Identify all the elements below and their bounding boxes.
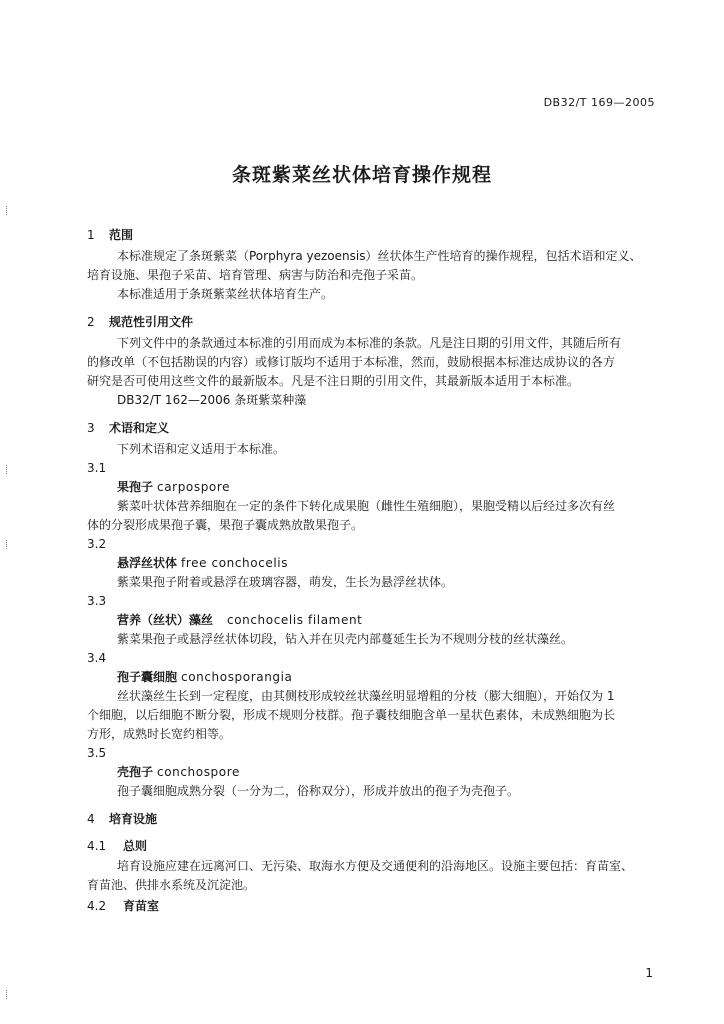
term-number: 3.4: [87, 651, 107, 665]
paragraph-line: 育苗池、供排水系统及沉淀池。: [87, 878, 256, 892]
term-zh: 悬浮丝状体: [117, 556, 178, 570]
term-en: conchospore: [157, 765, 240, 779]
term-zh: 壳孢子: [117, 765, 154, 779]
term-en: conchosporangia: [181, 670, 293, 684]
term-zh: 孢子囊细胞: [117, 670, 178, 684]
document-body: [87, 217, 662, 917]
paragraph-line: 本标准适用于条斑紫菜丝状体培育生产。: [117, 287, 334, 301]
subsection-number: 4.1: [87, 839, 107, 853]
standard-code: DB32/T 169—2005: [543, 96, 655, 109]
definition-line: 紫菜果孢子附着或悬浮在玻璃容器，萌发，生长为悬浮丝状体。: [117, 575, 454, 589]
section-title: 术语和定义: [109, 421, 170, 435]
scan-margin-mark: [6, 990, 8, 999]
reference-entry: DB32/T 162—2006 条斑紫菜种藻: [117, 393, 307, 407]
term-zh: 果孢子: [117, 480, 154, 494]
definition-line: 体的分裂形成果孢子囊，果孢子囊成熟放散果孢子。: [87, 518, 364, 532]
section-title: 规范性引用文件: [109, 315, 194, 329]
definition-line: 孢子囊细胞成熟分裂（一分为二，俗称双分），形成并放出的孢子为壳孢子。: [117, 784, 520, 798]
term-name: [87, 554, 662, 573]
paragraph-line: 下列术语和定义适用于本标准。: [117, 442, 286, 456]
term-en: conchocelis filament: [227, 613, 363, 627]
term-number: 3.5: [87, 746, 107, 760]
subsection-title: 总则: [123, 839, 148, 853]
term-name: [87, 611, 662, 630]
term-en: carpospore: [157, 480, 231, 494]
scan-margin-mark: [6, 206, 8, 215]
definition-line: 方形，成熟时长宽约相等。: [87, 727, 232, 741]
section-number: 2: [87, 315, 95, 329]
page-number: 1: [645, 966, 653, 980]
scan-margin-mark: [6, 465, 8, 474]
section-heading: [87, 310, 662, 334]
section-number: 1: [87, 228, 95, 242]
term-name: [87, 763, 662, 782]
subsection-title: 育苗室: [123, 899, 160, 913]
paragraph-line: 本标准规定了条斑紫菜（Porphyra yezoensis）丝状体生产性培育的操作规程，包括术语和定义、: [117, 249, 642, 263]
subsection-heading: [87, 835, 662, 857]
term-name: [87, 668, 662, 687]
section-heading: [87, 223, 662, 247]
paragraph-line: 培育设施、果孢子采苗、培育管理、病害与防治和壳孢子采苗。: [87, 268, 424, 282]
paragraph-line: 培育设施应建在远离河口、无污染、取海水方便及交通便利的沿海地区。设施主要包括：育苗室、: [117, 859, 634, 873]
definition-line: 紫菜果孢子或悬浮丝状体切段，钻入并在贝壳内部蔓延生长为不规则分枝的丝状藻丝。: [117, 632, 574, 646]
definition-line: 丝状藻丝生长到一定程度，由其侧枝形成较丝状藻丝明显增粗的分枝（膨大细胞），开始仅为 1: [117, 689, 615, 703]
term-zh: 营养（丝状）藻丝: [117, 613, 214, 627]
section-number: 3: [87, 421, 95, 435]
paragraph-line: 研究是否可使用这些文件的最新版本。凡是不注日期的引用文件，其最新版本适用于本标准。: [87, 374, 580, 388]
scan-margin-mark: [6, 540, 8, 549]
term-name: [87, 478, 662, 497]
document-title: 条斑紫菜丝状体培育操作规程: [231, 164, 492, 186]
term-number: 3.3: [87, 594, 107, 608]
term-number: 3.2: [87, 537, 107, 551]
section-title: 范围: [109, 228, 134, 242]
section-heading: [87, 416, 662, 440]
term-en: free conchocelis: [181, 556, 289, 570]
term-number: 3.1: [87, 461, 107, 475]
paragraph-line: 下列文件中的条款通过本标准的引用而成为本标准的条款。凡是注日期的引用文件，其随后所有: [117, 336, 622, 350]
section-title: 培育设施: [109, 812, 158, 826]
section-heading: [87, 807, 662, 831]
definition-line: 个细胞，以后细胞不断分裂，形成不规则分枝群。孢子囊枝细胞含单一星状色素体，未成熟细胞为长: [87, 708, 616, 722]
paragraph-line: 的修改单（不包括勘误的内容）或修订版均不适用于本标准，然而，鼓励根据本标准达成协议的各方: [87, 355, 616, 369]
section-number: 4: [87, 812, 95, 826]
subsection-number: 4.2: [87, 899, 107, 913]
definition-line: 紫菜叶状体营养细胞在一定的条件下转化成果胞（雌性生殖细胞），果胞受精以后经过多次有丝: [117, 499, 616, 513]
subsection-heading: [87, 895, 662, 917]
